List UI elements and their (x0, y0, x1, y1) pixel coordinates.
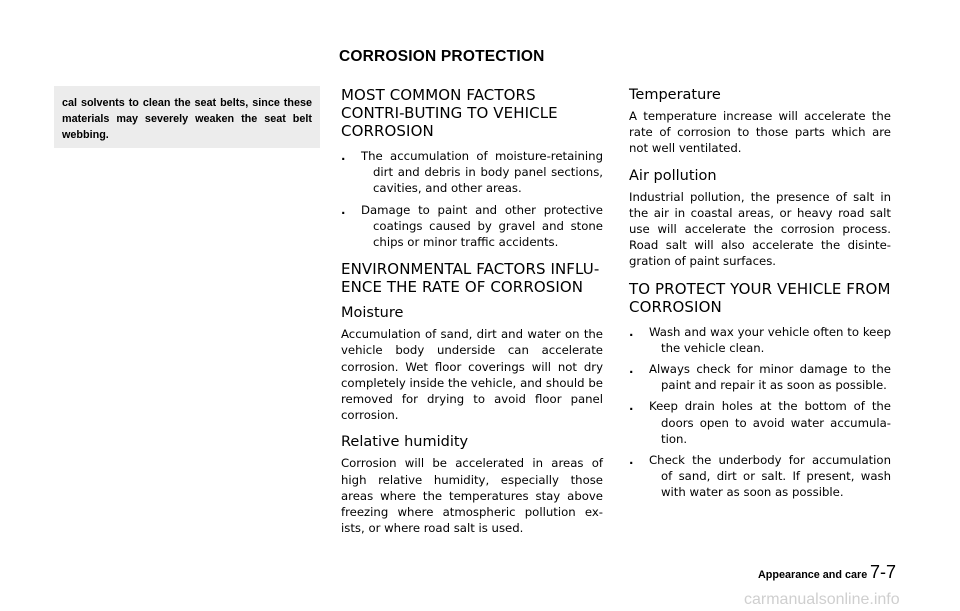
list-item (341, 148, 603, 197)
bullet-icon: . (629, 399, 634, 414)
factors-list (341, 148, 603, 250)
air-pollution-heading: Air pollution (629, 167, 717, 184)
footer-section-label: Appearance and care (758, 569, 868, 581)
bullet-icon: . (629, 362, 634, 377)
list-item-text: Always check for minor damage to the paint and repair it as soon as possible. (649, 362, 891, 393)
list-item (629, 398, 891, 447)
list-item (341, 202, 603, 251)
temperature-text: A temperature increase will accelerate the rate of corrosion to those parts which are not well ventilated. (629, 109, 891, 156)
protect-heading: TO PROTECT YOUR VEHICLE FROM CORROSION (629, 279, 891, 316)
list-item-text: Keep drain holes at the bottom of the doors open to avoid water accumula-tion. (649, 399, 891, 446)
middle-column (341, 86, 603, 546)
watermark: carmanualsonline.info (744, 591, 900, 608)
factors-heading: MOST COMMON FACTORS CONTRI-BUTING TO VEHICLE CORROSION (341, 86, 558, 140)
moisture-text: Accumulation of sand, dirt and water on the vehicle body underside can accelerate corrosion. Wet floor coverings will not dry completely inside the vehicle, and should be removed for drying to avoid floor panel corrosion. (341, 327, 603, 423)
list-item (629, 324, 891, 356)
note-text: cal solvents to clean the seat belts, since these materials may severely weaken the seat belt webbing. (62, 97, 312, 141)
list-item-text: The accumulation of moisture-retaining dirt and debris in body panel sections, cavities, and other areas. (361, 149, 603, 196)
continued-note-box (54, 86, 320, 148)
air-pollution-text: Industrial pollution, the presence of salt in the air in coastal areas, or heavy road salt use will accelerate the corrosion process. Road salt will also accelerate the disinte-gration of paint surfaces. (629, 189, 891, 269)
bullet-icon: . (629, 324, 634, 339)
list-item-text: Wash and wax your vehicle often to keep the vehicle clean. (649, 324, 891, 355)
list-item-text: Check the underbody for accumulation of sand, dirt or salt. If present, wash with water as soon as possible. (649, 453, 891, 500)
humidity-heading: Relative humidity (341, 434, 469, 451)
bullet-icon: . (341, 149, 346, 163)
bullet-icon: . (341, 202, 346, 217)
list-item (629, 361, 891, 393)
right-column (629, 86, 891, 511)
page-header-title: CORROSION PROTECTION (339, 48, 545, 65)
page-number: 7-7 (870, 562, 897, 582)
humidity-text: Corrosion will be accelerated in areas of high relative humidity, especially those areas where the temperatures stay above freezing where atmospheric pollution ex-ists, or where road salt is used. (341, 456, 603, 536)
protect-list (629, 324, 891, 501)
list-item-text: Damage to paint and other protective coatings caused by gravel and stone chips or minor traffic accidents. (361, 202, 603, 250)
environmental-heading: ENVIRONMENTAL FACTORS INFLU-ENCE THE RATE OF CORROSION (341, 260, 600, 297)
list-item (629, 452, 891, 501)
temperature-heading: Temperature (629, 87, 721, 103)
bullet-icon: . (629, 453, 634, 468)
moisture-heading: Moisture (341, 305, 404, 322)
